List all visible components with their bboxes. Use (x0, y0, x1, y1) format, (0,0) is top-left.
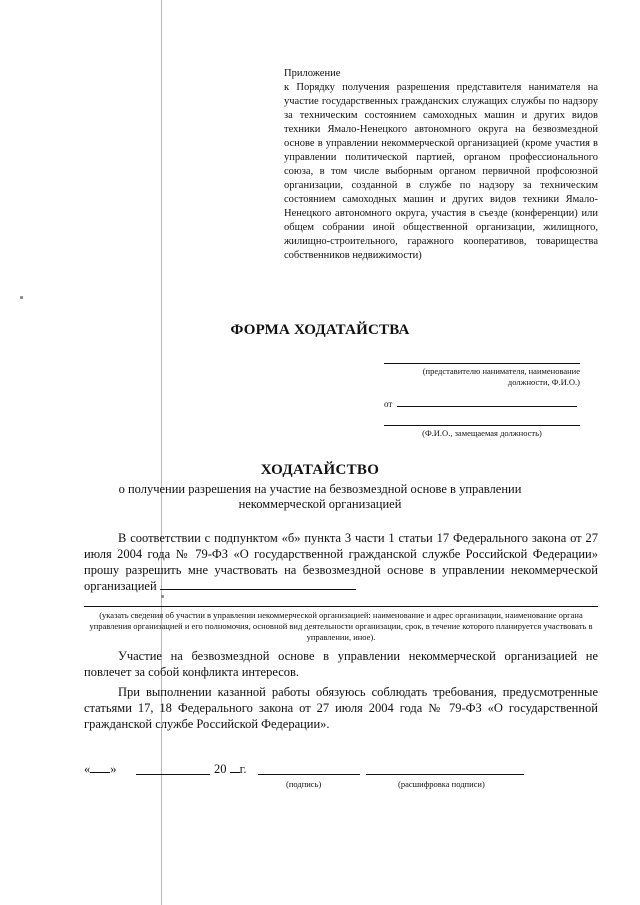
addressee-to-caption: (представителю нанимателя, наименование должности, Ф.И.О.) (422, 366, 580, 387)
year-blank (230, 762, 240, 773)
petition-paragraph-3 (84, 684, 598, 732)
year-field (214, 762, 246, 777)
appendix-header (284, 67, 598, 263)
signature-decode-blank (366, 762, 524, 775)
signature-row (84, 762, 117, 777)
paragraph-1-text: В соответствии с подпунктом «б» пункта 3 части 1 статьи 17 Федерального закона от 27 июля 2004 года № 79-ФЗ «О государственной гражданской службе Российской Федерации» прошу разрешить мне участвовать на безвозмездной основе в управлении некоммерческой организацией (84, 531, 598, 593)
signature-decode-caption: (расшифровка подписи) (398, 779, 485, 789)
signature-caption: (подпись) (286, 779, 322, 789)
scan-speck (20, 296, 23, 299)
from-line (397, 398, 577, 407)
appendix-label: Приложение (284, 68, 341, 79)
organization-fill-line (160, 579, 356, 590)
year-text: 20 (214, 762, 227, 776)
signature-blank (258, 762, 360, 775)
form-title: ФОРМА ХОДАТАЙСТВА (230, 322, 410, 338)
addressee-from-line-2 (384, 424, 580, 426)
addressee-from-row (384, 398, 580, 409)
addressee-from-caption: (Ф.И.О., замещаемая должность) (422, 428, 542, 438)
petition-paragraph-1 (84, 530, 598, 594)
petition-title: ХОДАТАЙСТВО (260, 462, 380, 478)
day-blank (90, 762, 110, 773)
scan-speck (161, 595, 164, 598)
from-label: от (384, 399, 393, 409)
date-open-quote: « (84, 762, 91, 776)
petition-subtitle: о получении разрешения на участие на безвозмездной основе в управлении некоммерческой организацией (118, 482, 522, 511)
paragraph-3-text: При выполнении казанной работы обязуюсь соблюдать требования, предусмотренные статьями 17, 18 Федерального закона от 27 июля 2004 года № 79-ФЗ «О государственной гражданской службе Российской Федерации». (84, 685, 598, 731)
addressee-to-line (384, 362, 580, 364)
year-suffix: г. (239, 762, 247, 776)
paragraph-2-text: Участие на безвозмездной основе в управлении некоммерческой организацией не повлечет за собой конфликта интересов. (84, 649, 598, 679)
specify-caption: (указать сведения об участии в управлении некоммерческой организацией: наименование и адрес организации, наименование органа управления организацией и его полномочия, основной вид деятельности организации, срок, в течение которого планируется участвовать в управлении, иное). (84, 606, 598, 643)
petition-paragraph-2 (84, 648, 598, 680)
month-blank (136, 762, 210, 775)
date-close-quote: » (110, 762, 117, 776)
appendix-text: к Порядку получения разрешения представителя нанимателя на участие государственных гражданских служащих службы по надзору за техническим состоянием самоходных машин и других видов техники Ямало-Ненецкого автономного округа на безвозмездной основе в управлении некоммерческой организацией (кроме участия в управлении политической партией, органом профессионального союза, в том числе выборным органом первичной профсоюзной организации, созданной в службе по надзору за техническим состоянием самоходных машин и других видов техники Ямало-Ненецкого автономного округа, участия в съезде (конференции) или общем собрании иной общественной организации, жилищного, жилищно-строительного, гаражного кооперативов, товарищества собственников недвижимости) (284, 82, 598, 261)
